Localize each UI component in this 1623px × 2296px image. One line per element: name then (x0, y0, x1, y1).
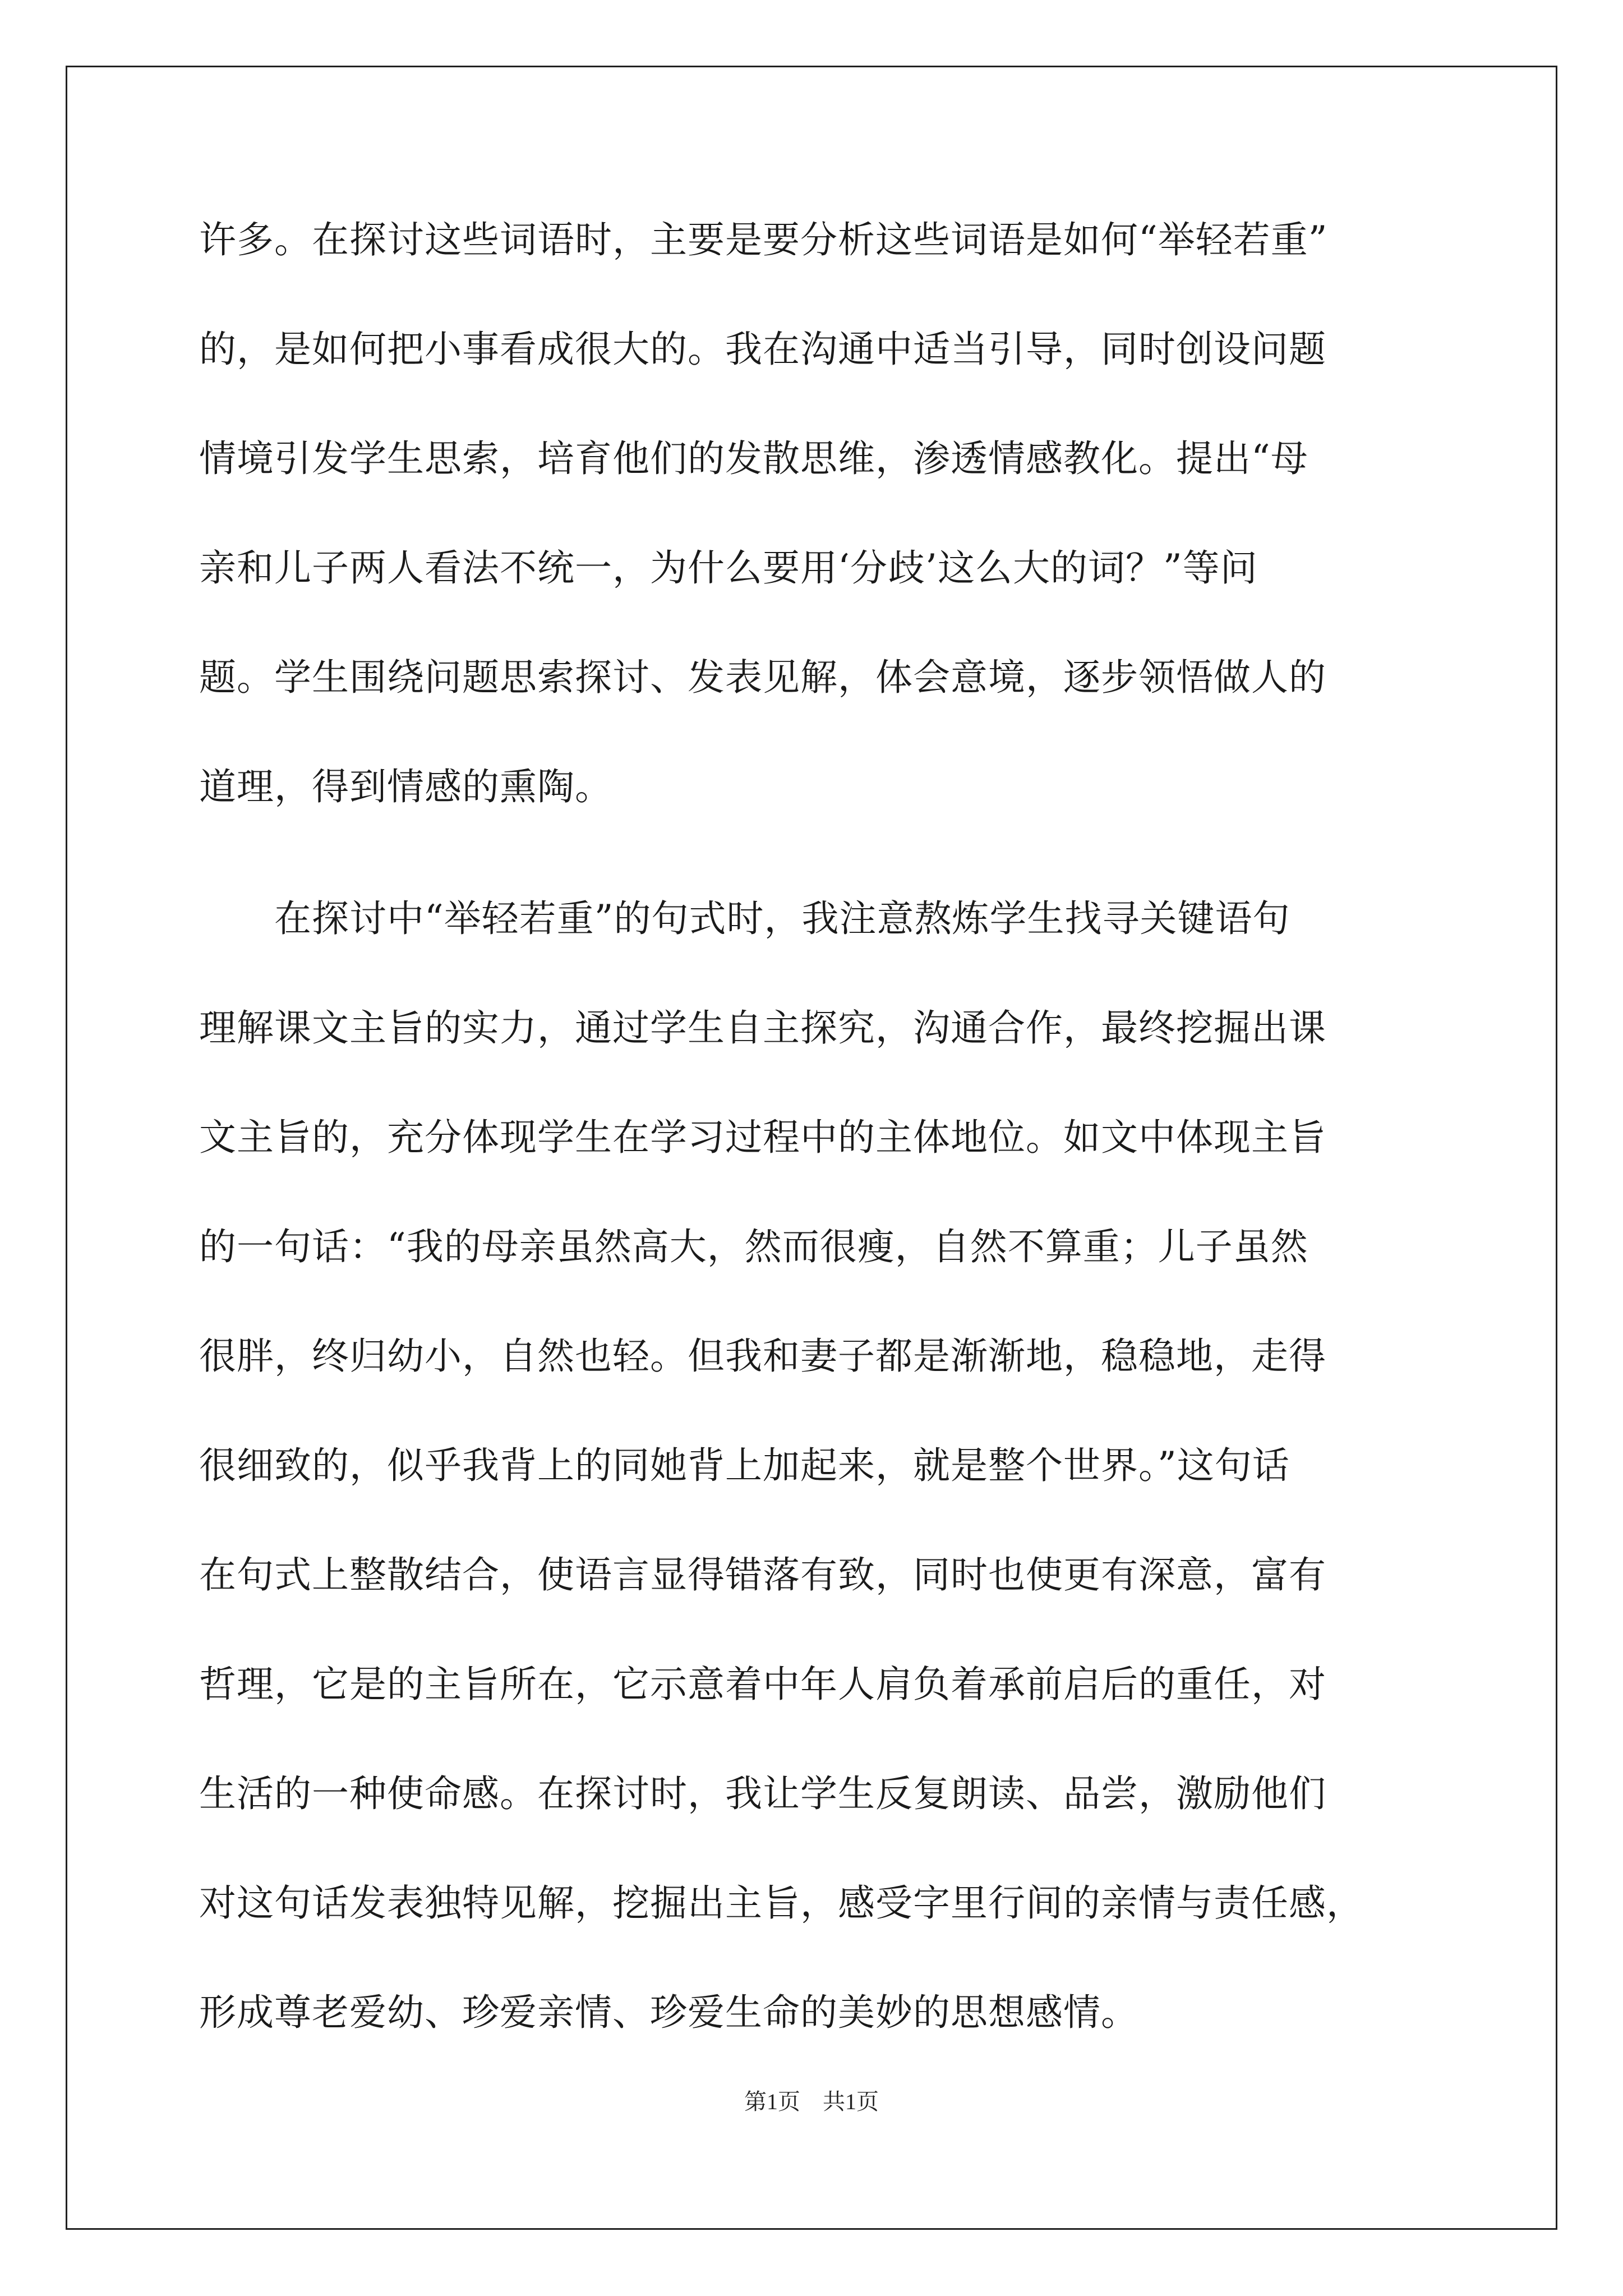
text-line: 生活的一种使命感。在探讨时，我让学生反复朗读、品尝，激励他们 (199, 1772, 1326, 1815)
paragraph-1 (199, 202, 1422, 858)
text-line: 情境引发学生思索，培育他们的发散思维，渗透情感教化。提出“母 (199, 437, 1308, 480)
page-footer: 第1页 共1页 (744, 2089, 879, 2114)
document-body (199, 202, 1422, 2084)
text-line: 很细致的，似乎我背上的同她背上加起来，就是整个世界。”这句话 (199, 1444, 1290, 1487)
text-line: 的，是如何把小事看成很大的。我在沟通中适当引导，同时创设问题 (199, 328, 1326, 371)
text-line: 形成尊老爱幼、珍爱亲情、珍爱生命的美妙的思想感情。 (199, 1991, 1138, 2034)
text-line: 很胖，终归幼小，自然也轻。但我和妻子都是渐渐地，稳稳地，走得 (199, 1335, 1326, 1378)
paragraph-2 (199, 881, 1422, 2084)
text-line: 亲和儿子两人看法不统一，为什么要用‘分歧’这么大的词？”等问 (199, 546, 1258, 590)
text-line: 哲理，它是的主旨所在，它示意着中年人肩负着承前启后的重任，对 (199, 1663, 1326, 1706)
text-line: 理解课文主旨的实力，通过学生自主探究，沟通合作，最终挖掘出课 (199, 1006, 1326, 1050)
text-line: 对这句话发表独特见解，挖掘出主旨，感受字里行间的亲情与责任感， (199, 1881, 1364, 1925)
paragraph-gap (199, 858, 1422, 881)
text-line: 许多。在探讨这些词语时，主要是要分析这些词语是如何“举轻若重” (199, 218, 1328, 261)
text-line: 道理，得到情感的熏陶。 (199, 765, 612, 808)
text-line: 文主旨的，充分体现学生在学习过程中的主体地位。如文中体现主旨 (199, 1116, 1326, 1159)
text-line: 在探讨中“举轻若重”的句式时，我注意熬炼学生找寻关键语句 (199, 897, 1290, 940)
text-line: 在句式上整散结合，使语言显得错落有致，同时也使更有深意，富有 (199, 1553, 1326, 1596)
text-line: 的一句话：“我的母亲虽然高大，然而很瘦，自然不算重；儿子虽然 (199, 1225, 1308, 1268)
text-line: 题。学生围绕问题思索探讨、发表见解，体会意境，逐步领悟做人的 (199, 656, 1326, 699)
